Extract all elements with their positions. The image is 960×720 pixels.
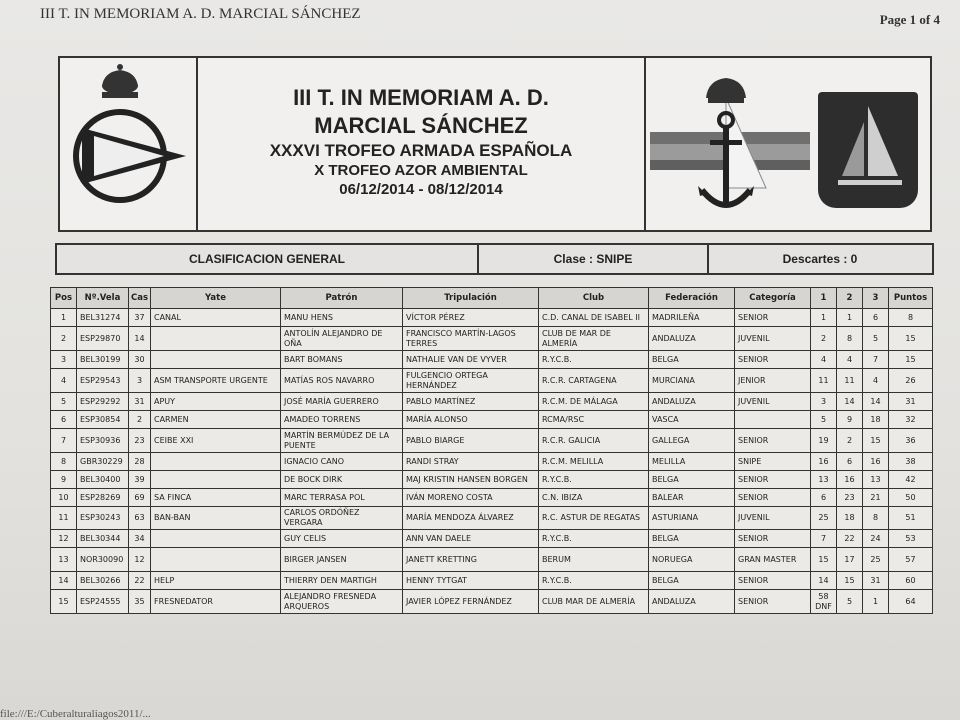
cell-points: 15: [889, 351, 933, 369]
cell-cas: 69: [129, 489, 151, 507]
cell-club: R.C.R. GALICIA: [539, 429, 649, 453]
cell-sail: GBR30229: [77, 453, 129, 471]
cell-pos: 2: [51, 327, 77, 351]
cell-race3: 14: [863, 393, 889, 411]
cell-race2: 14: [837, 393, 863, 411]
cell-pos: 6: [51, 411, 77, 429]
cell-sail: ESP30243: [77, 507, 129, 530]
cell-race3: 24: [863, 530, 889, 548]
col-header-race1: 1: [811, 288, 837, 309]
cell-race3: 4: [863, 369, 889, 393]
cell-points: 31: [889, 393, 933, 411]
cell-sail: ESP29870: [77, 327, 129, 351]
cell-race2: 8: [837, 327, 863, 351]
cell-points: 50: [889, 489, 933, 507]
cell-race3: 15: [863, 429, 889, 453]
cell-pos: 8: [51, 453, 77, 471]
cell-race1: 2: [811, 327, 837, 351]
cell-skipper: DE BOCK DIRK: [281, 471, 403, 489]
cell-federation: BELGA: [649, 471, 735, 489]
table-row: [51, 590, 933, 614]
cell-category: SENIOR: [735, 471, 811, 489]
cell-category: SENIOR: [735, 572, 811, 590]
cell-club: R.Y.C.B.: [539, 572, 649, 590]
cell-race3: 25: [863, 548, 889, 572]
table-row: [51, 548, 933, 572]
cell-skipper: MARTÍN BERMÚDEZ DE LA PUENTE: [281, 429, 403, 453]
cell-pos: 3: [51, 351, 77, 369]
table-row: [51, 369, 933, 393]
cell-skipper: BART BOMANS: [281, 351, 403, 369]
cell-federation: ASTURIANA: [649, 507, 735, 530]
cell-sail: BEL30199: [77, 351, 129, 369]
cell-pos: 15: [51, 590, 77, 614]
cell-race2: 18: [837, 507, 863, 530]
cell-crew: MARÍA ALONSO: [403, 411, 539, 429]
cell-yacht: BAN-BAN: [151, 507, 281, 530]
cell-pos: 14: [51, 572, 77, 590]
cell-yacht: [151, 453, 281, 471]
cell-category: SENIOR: [735, 530, 811, 548]
cell-crew: NATHALIE VAN DE VYVER: [403, 351, 539, 369]
cell-club: BERUM: [539, 548, 649, 572]
discards-label: Descartes : 0: [782, 252, 858, 266]
cell-yacht: FRESNEDATOR: [151, 590, 281, 614]
cell-sail: BEL30344: [77, 530, 129, 548]
cell-cas: 3: [129, 369, 151, 393]
cell-yacht: SA FINCA: [151, 489, 281, 507]
cell-category: JUVENIL: [735, 393, 811, 411]
cell-points: 57: [889, 548, 933, 572]
cell-yacht: [151, 327, 281, 351]
sponsor-logos: [644, 58, 932, 230]
cell-club: R.C.M. MELILLA: [539, 453, 649, 471]
cell-pos: 10: [51, 489, 77, 507]
page-number: Page 1 of 4: [879, 12, 940, 27]
cell-points: 8: [889, 309, 933, 327]
cell-race1: 5: [811, 411, 837, 429]
col-header-yacht: Yate: [151, 288, 281, 309]
cell-skipper: JOSÉ MARÍA GUERRERO: [281, 393, 403, 411]
cell-cas: 28: [129, 453, 151, 471]
cell-race1: 3: [811, 393, 837, 411]
cell-sail: NOR30090: [77, 548, 129, 572]
trophy-azor: X TROFEO AZOR AMBIENTAL: [314, 162, 528, 179]
cell-cas: 34: [129, 530, 151, 548]
cell-crew: FULGENCIO ORTEGA HERNÁNDEZ: [403, 369, 539, 393]
cell-club: R.Y.C.B.: [539, 530, 649, 548]
cell-race1: 25: [811, 507, 837, 530]
cell-category: JUVENIL: [735, 327, 811, 351]
cell-race3: 1: [863, 590, 889, 614]
cell-sail: BEL30266: [77, 572, 129, 590]
cell-cas: 35: [129, 590, 151, 614]
cell-yacht: [151, 548, 281, 572]
cell-yacht: CARMEN: [151, 411, 281, 429]
club-crest-logo: [60, 58, 198, 230]
cell-crew: JAVIER LÓPEZ FERNÁNDEZ: [403, 590, 539, 614]
cell-race2: 16: [837, 471, 863, 489]
cell-yacht: [151, 471, 281, 489]
cell-federation: ANDALUZA: [649, 327, 735, 351]
table-row: [51, 411, 933, 429]
table-row: [51, 507, 933, 530]
cell-federation: MADRILEÑA: [649, 309, 735, 327]
cell-cas: 22: [129, 572, 151, 590]
cell-federation: NORUEGA: [649, 548, 735, 572]
cell-race1: 58 DNF: [811, 590, 837, 614]
cell-federation: ANDALUZA: [649, 590, 735, 614]
cell-skipper: MANU HENS: [281, 309, 403, 327]
cell-race2: 6: [837, 453, 863, 471]
cell-pos: 4: [51, 369, 77, 393]
cell-race2: 15: [837, 572, 863, 590]
cell-race1: 16: [811, 453, 837, 471]
event-header: [58, 56, 932, 232]
cell-race3: 13: [863, 471, 889, 489]
cell-club: R.C.M. DE MÁLAGA: [539, 393, 649, 411]
cell-cas: 2: [129, 411, 151, 429]
event-title-block: [198, 58, 644, 230]
cell-pos: 5: [51, 393, 77, 411]
table-row: [51, 453, 933, 471]
col-header-category: Categoría: [735, 288, 811, 309]
cell-race3: 8: [863, 507, 889, 530]
cell-sail: ESP29543: [77, 369, 129, 393]
cell-yacht: CANAL: [151, 309, 281, 327]
cell-cas: 30: [129, 351, 151, 369]
cell-pos: 1: [51, 309, 77, 327]
table-row: [51, 393, 933, 411]
cell-crew: RANDI STRAY: [403, 453, 539, 471]
cell-federation: MURCIANA: [649, 369, 735, 393]
cell-category: SENIOR: [735, 309, 811, 327]
cell-race2: 5: [837, 590, 863, 614]
classification-bar: [55, 243, 934, 275]
cell-crew: PABLO MARTÍNEZ: [403, 393, 539, 411]
cell-points: 15: [889, 327, 933, 351]
cell-race2: 11: [837, 369, 863, 393]
event-title-line2: MARCIAL SÁNCHEZ: [314, 113, 528, 138]
cell-yacht: HELP: [151, 572, 281, 590]
cell-cas: 23: [129, 429, 151, 453]
cell-skipper: MARC TERRASA POL: [281, 489, 403, 507]
cell-sail: ESP30854: [77, 411, 129, 429]
col-header-federation: Federación: [649, 288, 735, 309]
cell-category: [735, 411, 811, 429]
table-row: [51, 351, 933, 369]
table-row: [51, 471, 933, 489]
cell-crew: IVÁN MORENO COSTA: [403, 489, 539, 507]
col-header-club: Club: [539, 288, 649, 309]
cell-points: 60: [889, 572, 933, 590]
cell-club: R.Y.C.B.: [539, 351, 649, 369]
cell-federation: MELILLA: [649, 453, 735, 471]
cell-skipper: ANTOLÍN ALEJANDRO DE OÑA: [281, 327, 403, 351]
cell-points: 32: [889, 411, 933, 429]
cell-points: 36: [889, 429, 933, 453]
col-header-points: Puntos: [889, 288, 933, 309]
table-row: [51, 572, 933, 590]
table-row: [51, 327, 933, 351]
cell-club: R.C.R. CARTAGENA: [539, 369, 649, 393]
cell-crew: HENNY TYTGAT: [403, 572, 539, 590]
table-header-row: [51, 288, 933, 309]
cell-sail: BEL31274: [77, 309, 129, 327]
cell-race1: 1: [811, 309, 837, 327]
cell-skipper: ALEJANDRO FRESNEDA ARQUEROS: [281, 590, 403, 614]
cell-race1: 13: [811, 471, 837, 489]
col-header-pos: Pos: [51, 288, 77, 309]
cell-pos: 7: [51, 429, 77, 453]
cell-race3: 31: [863, 572, 889, 590]
cell-skipper: AMADEO TORRENS: [281, 411, 403, 429]
cell-pos: 13: [51, 548, 77, 572]
cell-category: GRAN MASTER: [735, 548, 811, 572]
cell-cas: 31: [129, 393, 151, 411]
event-title-line1: III T. IN MEMORIAM A. D.: [293, 85, 549, 110]
cell-pos: 9: [51, 471, 77, 489]
cell-sail: ESP24555: [77, 590, 129, 614]
cell-club: RCMA/RSC: [539, 411, 649, 429]
cell-yacht: APUY: [151, 393, 281, 411]
cell-yacht: ASM TRANSPORTE URGENTE: [151, 369, 281, 393]
cell-race2: 22: [837, 530, 863, 548]
cell-race2: 23: [837, 489, 863, 507]
cell-crew: MAJ KRISTIN HANSEN BORGEN: [403, 471, 539, 489]
cell-cas: 39: [129, 471, 151, 489]
cell-yacht: [151, 530, 281, 548]
cell-cas: 37: [129, 309, 151, 327]
cell-skipper: CARLOS ORDÓÑEZ VERGARA: [281, 507, 403, 530]
cell-race1: 19: [811, 429, 837, 453]
cell-race3: 16: [863, 453, 889, 471]
cell-skipper: BIRGER JANSEN: [281, 548, 403, 572]
cell-crew: VÍCTOR PÉREZ: [403, 309, 539, 327]
cell-race1: 11: [811, 369, 837, 393]
results-table: [50, 287, 933, 614]
cell-federation: BELGA: [649, 351, 735, 369]
cell-points: 51: [889, 507, 933, 530]
cell-club: CLUB MAR DE ALMERÍA: [539, 590, 649, 614]
cell-race1: 4: [811, 351, 837, 369]
event-dates: 06/12/2014 - 08/12/2014: [339, 181, 503, 198]
cell-cas: 63: [129, 507, 151, 530]
cell-race2: 2: [837, 429, 863, 453]
cell-crew: JANETT KRETTING: [403, 548, 539, 572]
table-row: [51, 530, 933, 548]
cell-club: R.Y.C.B.: [539, 471, 649, 489]
classification-title: CLASIFICACION GENERAL: [57, 245, 479, 273]
cell-federation: ANDALUZA: [649, 393, 735, 411]
cell-yacht: [151, 351, 281, 369]
col-header-skipper: Patrón: [281, 288, 403, 309]
crown-pennant-icon: [60, 58, 196, 230]
cell-sail: ESP28269: [77, 489, 129, 507]
sailboat-icon: [818, 92, 918, 208]
col-header-cas: Cas: [129, 288, 151, 309]
cell-skipper: GUY CELIS: [281, 530, 403, 548]
footer-file-path: file:///E:/Cuberalturaliagos2011/...: [0, 708, 151, 720]
cell-skipper: THIERRY DEN MARTIGH: [281, 572, 403, 590]
cell-sail: ESP30936: [77, 429, 129, 453]
cell-crew: MARÍA MENDOZA ÁLVAREZ: [403, 507, 539, 530]
cell-category: SENIOR: [735, 590, 811, 614]
cell-race1: 7: [811, 530, 837, 548]
table-row: [51, 489, 933, 507]
trophy-armada: XXXVI TROFEO ARMADA ESPAÑOLA: [269, 141, 573, 160]
cell-category: SENIOR: [735, 489, 811, 507]
cell-crew: PABLO BIARGE: [403, 429, 539, 453]
cell-race2: 17: [837, 548, 863, 572]
cell-federation: GALLEGA: [649, 429, 735, 453]
cell-club: R.C. ASTUR DE REGATAS: [539, 507, 649, 530]
cell-race1: 6: [811, 489, 837, 507]
cell-race1: 14: [811, 572, 837, 590]
cell-race2: 4: [837, 351, 863, 369]
class-label: Clase : SNIPE: [479, 245, 709, 273]
table-row: [51, 309, 933, 327]
cell-race3: 21: [863, 489, 889, 507]
cell-crew: FRANCISCO MARTÍN-LAGOS TERRES: [403, 327, 539, 351]
cell-category: JENIOR: [735, 369, 811, 393]
document-top-title: III T. IN MEMORIAM A. D. MARCIAL SÁNCHEZ: [40, 6, 361, 22]
cell-federation: BALEAR: [649, 489, 735, 507]
cell-points: 38: [889, 453, 933, 471]
cell-club: CLUB DE MAR DE ALMERÍA: [539, 327, 649, 351]
cell-category: SENIOR: [735, 429, 811, 453]
cell-race2: 1: [837, 309, 863, 327]
cell-crew: ANN VAN DAELE: [403, 530, 539, 548]
cell-race2: 9: [837, 411, 863, 429]
cell-federation: BELGA: [649, 530, 735, 548]
cell-skipper: MATÍAS ROS NAVARRO: [281, 369, 403, 393]
col-header-crew: Tripulación: [403, 288, 539, 309]
cell-race3: 6: [863, 309, 889, 327]
cell-points: 26: [889, 369, 933, 393]
cell-pos: 12: [51, 530, 77, 548]
cell-sail: ESP29292: [77, 393, 129, 411]
cell-cas: 12: [129, 548, 151, 572]
cell-club: C.N. IBIZA: [539, 489, 649, 507]
cell-category: SNIPE: [735, 453, 811, 471]
cell-federation: VASCA: [649, 411, 735, 429]
cell-race1: 15: [811, 548, 837, 572]
cell-race3: 5: [863, 327, 889, 351]
cell-sail: BEL30400: [77, 471, 129, 489]
cell-race3: 18: [863, 411, 889, 429]
col-header-sail: Nº.Vela: [77, 288, 129, 309]
cell-category: SENIOR: [735, 351, 811, 369]
col-header-race3: 3: [863, 288, 889, 309]
cell-points: 64: [889, 590, 933, 614]
cell-federation: BELGA: [649, 572, 735, 590]
snipe-class-logo: [818, 92, 918, 208]
cell-cas: 14: [129, 327, 151, 351]
cell-category: JUVENIL: [735, 507, 811, 530]
cell-pos: 11: [51, 507, 77, 530]
col-header-race2: 2: [837, 288, 863, 309]
cell-race3: 7: [863, 351, 889, 369]
cell-club: C.D. CANAL DE ISABEL II: [539, 309, 649, 327]
cell-yacht: CEIBE XXI: [151, 429, 281, 453]
table-row: [51, 429, 933, 453]
cell-points: 42: [889, 471, 933, 489]
cell-points: 53: [889, 530, 933, 548]
cell-skipper: IGNACIO CANO: [281, 453, 403, 471]
